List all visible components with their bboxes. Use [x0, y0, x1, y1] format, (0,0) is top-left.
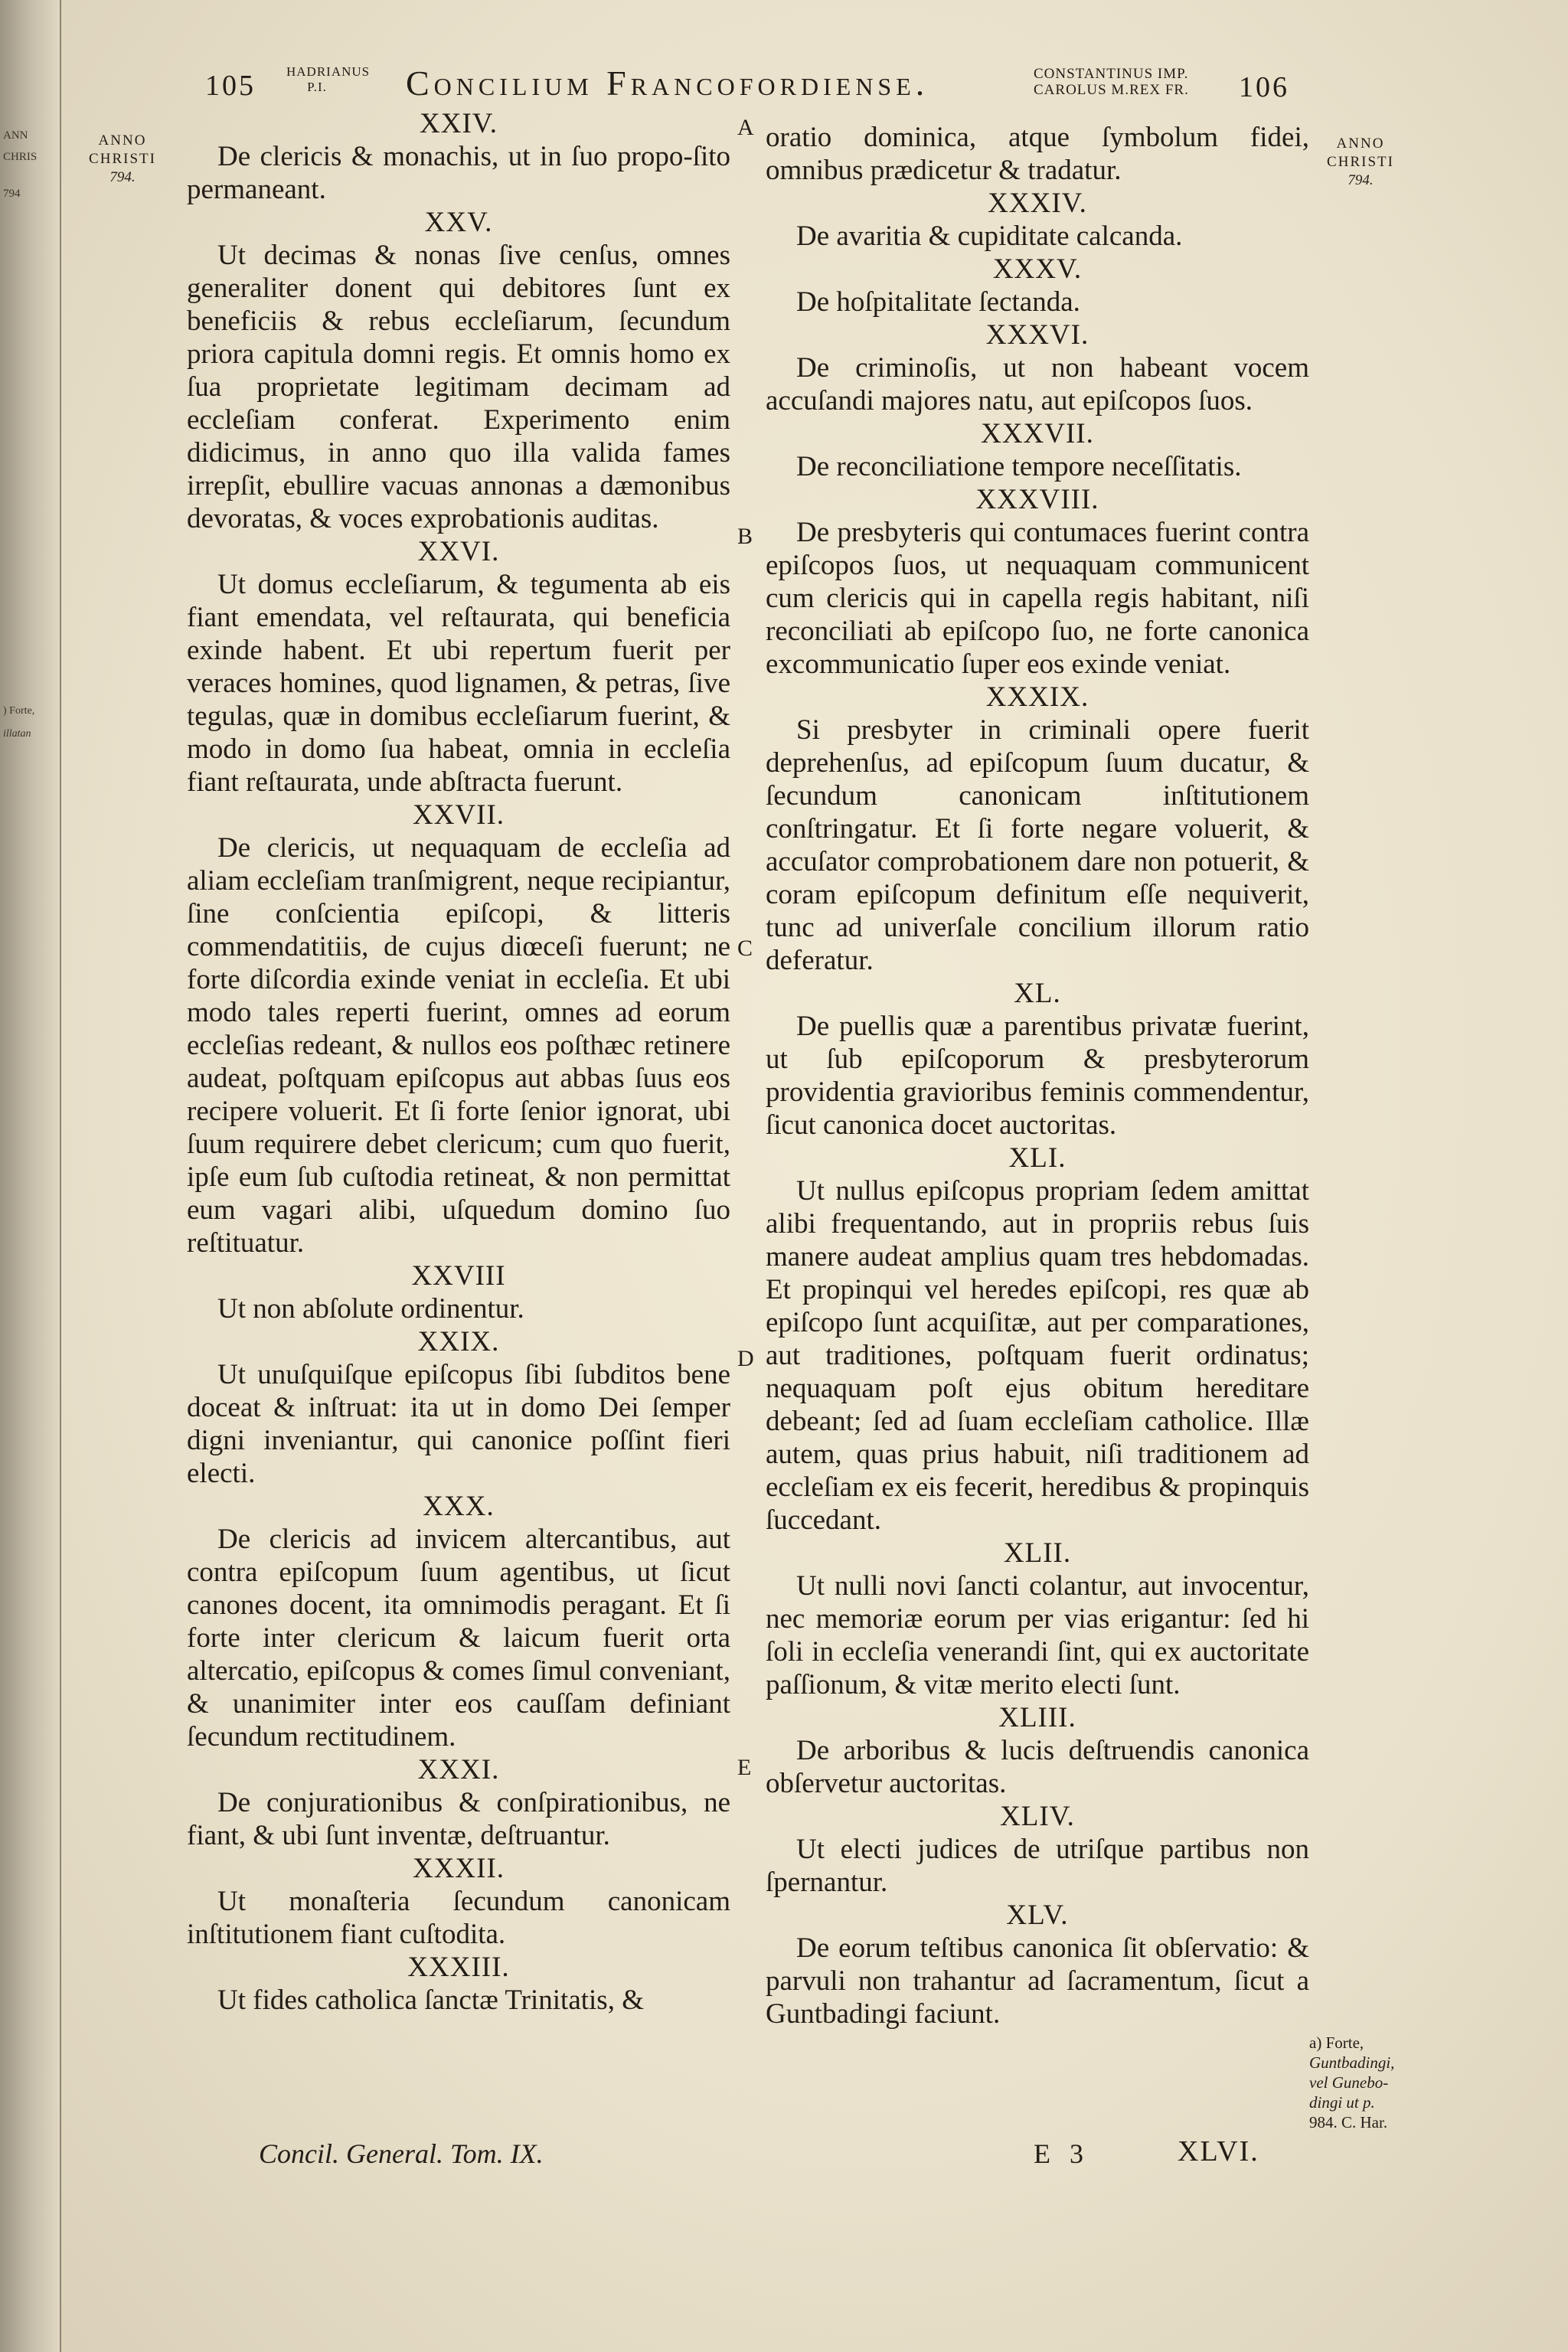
margin-year-left: [77, 132, 168, 187]
canon-heading: XXXIV.: [988, 188, 1087, 219]
canon-text: Ut domus eccleſiarum, & tegumenta ab eis fiant emendata, vel reſtaurata, qui beneficia exinde habent. Et ubi repertum fuerit per veraces homines, quod lignamen, & petras, ſive tegulas, quæ in domibus eccleſiarum fuerint, & modo in domo ſua habeat, omnia in eccleſia fiant reſtaurata, unde abſtracta fuerunt.: [187, 569, 730, 798]
canon-text: Ut nulli novi ſancti colantur, aut invocentur, nec memoriæ eorum per vias erigantur: ſed hi ſoli in eccleſia venerandi ſint, qui ex auctoritate paſſionum, & vitæ merito electi ſunt.: [766, 1570, 1309, 1700]
canon-heading: XXXVII.: [981, 418, 1094, 449]
canon-text: Ut electi judices de utriſque partibus non ſpernantur.: [766, 1834, 1309, 1898]
canon-text: De presbyteris qui contumaces fuerint contra epiſcopos ſuos, ut nequaquam communicent cum clericis qui in capella regis habitant, niſi reconciliati ab epiſcopo ſuo, ne forte canonica excommunicatio ſuper eos exinde veniat.: [766, 517, 1309, 680]
canon-text: De arboribus & lucis deſtruendis canonica obſervetur auctoritas.: [766, 1735, 1309, 1799]
canon-text: De clericis, ut nequaquam de eccleſia ad aliam eccleſiam tranſmigrent, neque recipiantur, ſine conſcientia epiſcopi, & litteris commendatitiis, de cujus diœceſi fuerunt; ne forte diſcordia exinde veniat in eccleſia. Et ubi modo tales reperti fuerint, omnes ad eorum eccleſias redeant, & nullos eos poſthæc retinere audeat, poſtquam epiſcopus aut abbas ſuus eos recipere voluerit. Et ſi forte ſenior ignorat, ubi ſuum requirere debet clericum; cum quo fuerit, ipſe eum ſub cuſtodia retineat, & non permittat eum vagari alibi, uſquedum domino ſuo reſtituatur.: [187, 832, 730, 1259]
binding-text: illatan: [3, 728, 31, 740]
margin-anno: ANNO: [1336, 136, 1385, 152]
canon-heading: XXXII.: [412, 1853, 505, 1884]
canon-heading: XLI.: [1008, 1142, 1067, 1174]
catchword: XLVI.: [1178, 2135, 1259, 2167]
margin-anno: ANNO: [98, 132, 147, 149]
section-letter: B: [737, 524, 753, 549]
running-head-right-bottom: CAROLUS M.REX FR.: [1034, 82, 1189, 98]
binding-edge: [0, 0, 61, 2352]
canon-heading: XLIII.: [998, 1702, 1076, 1733]
footer-volume: Concil. General. Tom. IX.: [259, 2138, 544, 2169]
canon-text: Ut fides catholica ſanctæ Trinitatis, &: [217, 1984, 644, 2016]
footnote-line: a) Forte,: [1309, 2034, 1364, 2052]
canon-heading: XXXV.: [992, 253, 1083, 285]
canon-text: Ut monaſteria ſecundum canonicam inſtitutionem fiant cuſtodita.: [187, 1886, 730, 1950]
canon-text: Ut unuſquiſque epiſcopus ſibi ſubditos bene doceat & inſtruat: ita ut in domo Dei ſemper digni inveniantur, qui canonice poſſint fieri electi.: [187, 1359, 730, 1489]
canon-text: De criminoſis, ut non habeant vocem accuſandi majores natu, aut epiſcopos ſuos.: [766, 352, 1309, 416]
canon-text: De hoſpitalitate ſectanda.: [796, 286, 1080, 318]
footnote-line: 984. C. Har.: [1309, 2113, 1388, 2132]
binding-text: 794: [3, 188, 21, 200]
canon-heading: XXVI.: [417, 536, 500, 567]
page-number-left: 105: [205, 70, 256, 102]
section-letter: D: [737, 1346, 754, 1371]
running-head-left-bottom: P.I.: [307, 80, 327, 94]
page-title: Concilium Francofordiense.: [406, 64, 929, 103]
canon-heading: XLIV.: [1000, 1801, 1075, 1832]
canon-heading: XXXI.: [417, 1754, 500, 1785]
canon-text: Si presbyter in criminali opere fuerit deprehenſus, ad epiſcopum ſuum ducatur, & ſecundum canonicam inſtitutionem conſtringatur. Et ſi forte negare voluerit, & accuſator comprobationem dare non potuerit, & coram epiſcopum definitum eſſe nequiverit, tunc ad univerſale concilium illorum ratio deferatur.: [766, 714, 1309, 976]
canon-text: De clericis & monachis, ut in ſuo propo-ſito permaneant.: [187, 141, 730, 205]
binding-text: ANN: [3, 129, 28, 142]
section-letter: C: [737, 936, 753, 961]
left-column: [187, 107, 730, 2017]
canon-text: De eorum teſtibus canonica ſit obſervatio: & parvuli non trahantur ad ſacramentum, ſicut a Guntbadingi faciunt.: [766, 1932, 1309, 2030]
margin-christi: CHRISTI: [89, 151, 156, 167]
canon-heading: XXXIX.: [985, 681, 1089, 713]
margin-year: 794.: [1348, 172, 1374, 188]
running-head-right: [1034, 66, 1189, 98]
margin-year: 794.: [109, 169, 136, 185]
margin-year-right: [1311, 135, 1410, 190]
binding-text: ) Forte,: [3, 705, 35, 717]
margin-christi: CHRISTI: [1327, 154, 1394, 170]
canon-heading: XXX.: [423, 1491, 495, 1522]
canon-text: Ut decimas & nonas ſive cenſus, omnes generaliter donent qui debitores ſunt ex beneficiis & rebus eccleſiarum, ſecundum priora capitula domni regis. Et omnis homo ex ſua proprietate legitimam decimam ad eccleſiam conferat. Experimento enim didicimus, in anno quo illa valida fames irrepſit, ebullire vacuas annonas a dæmonibus devoratas, & voces exprobationis auditas.: [187, 240, 730, 534]
canon-text: De avaritia & cupiditate calcanda.: [796, 220, 1183, 252]
footnote: [1309, 2033, 1424, 2132]
canon-heading: XXXVIII.: [975, 484, 1099, 515]
canon-text: De puellis quæ a parentibus privatæ fuerint, ut ſub epiſcoporum & presbyterorum providentia gravioribus feminis commendentur, ſicut canonica docet auctoritas.: [766, 1011, 1309, 1141]
canon-heading: XXXIII.: [407, 1952, 510, 1983]
running-head-left-top: HADRIANUS: [286, 64, 371, 79]
canon-heading: XXIX.: [417, 1326, 500, 1357]
canon-heading: XXIV.: [420, 108, 498, 139]
section-letter: E: [737, 1755, 752, 1780]
canon-heading: XXVIII: [411, 1260, 506, 1292]
canon-text: De conjurationibus & conſpirationibus, ne fiant, & ubi ſunt inventæ, deſtruantur.: [187, 1787, 730, 1851]
right-column: [766, 121, 1309, 2030]
canon-heading: XL.: [1014, 978, 1061, 1009]
canon-text: oratio dominica, atque ſymbolum fidei, omnibus prædicetur & tradatur.: [766, 122, 1309, 186]
canon-text: De reconciliatione tempore neceſſitatis.: [796, 451, 1242, 482]
section-letter: A: [737, 115, 754, 140]
canon-heading: XXV.: [424, 207, 493, 238]
canon-heading: XLII.: [1003, 1537, 1072, 1569]
canon-heading: XXVII.: [412, 799, 505, 831]
footnote-line: vel Gunebo-: [1309, 2073, 1389, 2092]
binding-text: CHRIS: [3, 151, 38, 163]
running-head-left: [286, 64, 371, 95]
canon-heading: XLV.: [1006, 1900, 1069, 1931]
footnote-line: dingi ut p.: [1309, 2093, 1375, 2112]
canon-heading: XXXVI.: [985, 319, 1089, 351]
footnote-line: Guntbadingi,: [1309, 2053, 1395, 2072]
canon-text: Ut nullus epiſcopus propriam ſedem amittat alibi frequentando, aut in propriis rebus ſuis manere audeat amplius quam tres hebdomadas. Et propinqui vel heredes epiſcopi, res quæ ab epiſcopo ſunt acquiſitæ, aut per comparationes, aut traditiones, poſtquam fuerit ordinatus; nequaquam poſt ejus obitum hereditare debeant; ſed ad ſuam eccleſiam catholice. Illæ autem, quas prius habuit, niſi traditionem ad eccleſiam ex eis fecerit, heredibus & propinquis ſuccedant.: [766, 1175, 1309, 1536]
running-head-right-top: CONSTANTINUS IMP.: [1034, 66, 1189, 82]
signature-mark: E 3: [1034, 2138, 1089, 2169]
canon-text: Ut non abſolute ordinentur.: [217, 1293, 524, 1325]
canon-text: De clericis ad invicem altercantibus, aut contra epiſcopum ſuum agentibus, ut ſicut canones docent, ita omnimodis peragant. Et ſi forte inter clericum & laicum fuerit orta altercatio, epiſcopus & comes ſimul conveniant, & unanimiter inter eos cauſſam definiant ſecundum rectitudinem.: [187, 1524, 730, 1753]
page-number-right: 106: [1239, 71, 1289, 103]
